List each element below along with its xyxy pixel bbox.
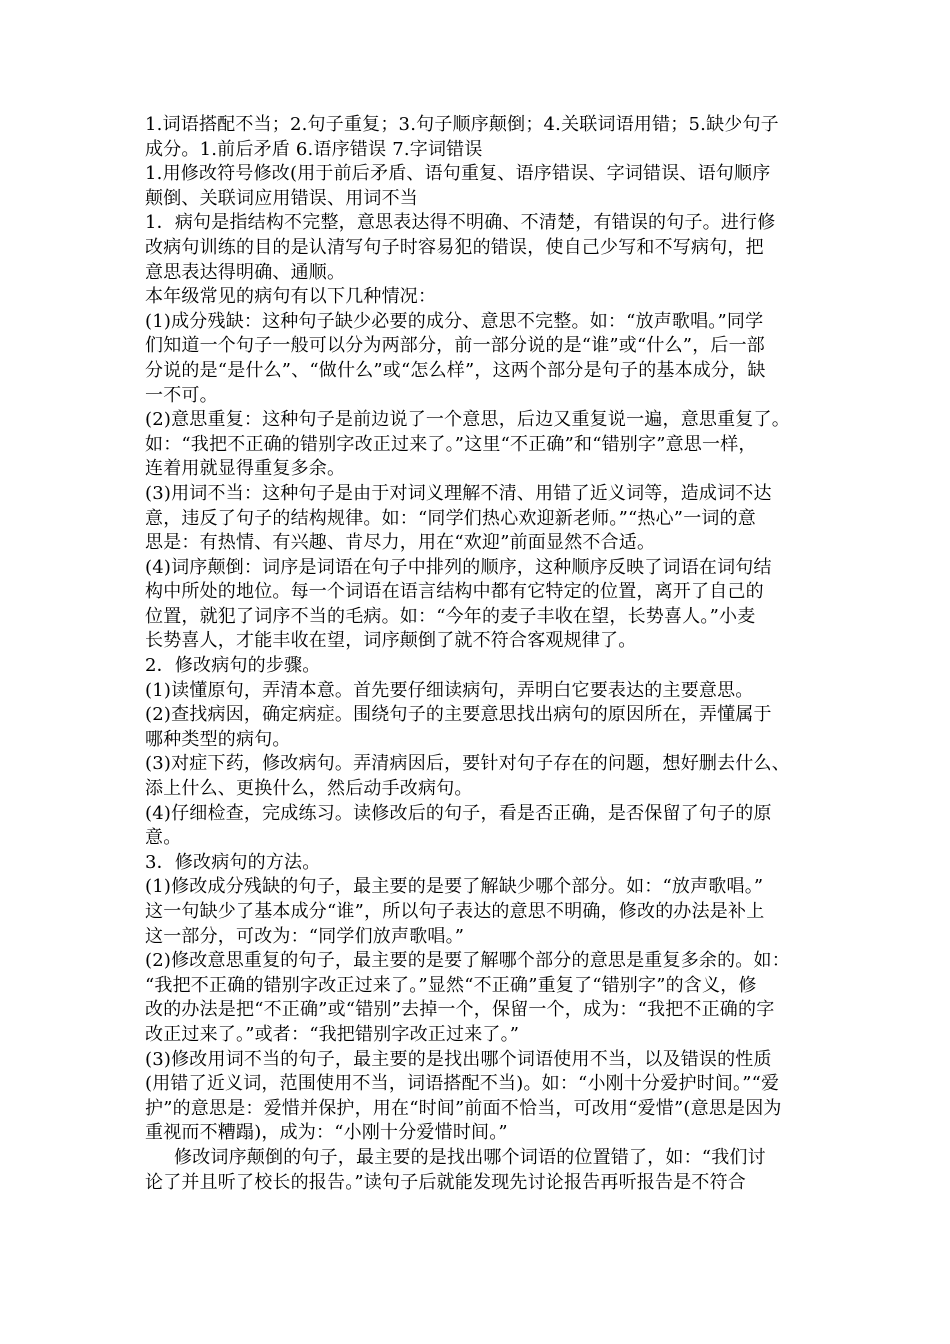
text-line: 1.词语搭配不当；2.句子重复；3.句子顺序颠倒；4.关联词语用错；5.缺少句子 xyxy=(145,114,779,135)
text-line: 添上什么、更换什么，然后动手改病句。 xyxy=(145,778,473,800)
text-line: “我把不正确的错别字改正过来了。”显然“不正确”重复了“错别字”的含义，修 xyxy=(145,974,757,996)
text-line: (2)修改意思重复的句子，最主要的是要了解哪个部分的意思是重复多余的。如： xyxy=(145,950,790,972)
text-line: (2)查找病因，确定病症。围绕句子的主要意思找出病句的原因所在，弄懂属于 xyxy=(145,704,772,726)
text-line: 思是：有热情、有兴趣、肯尽力，用在“欢迎”前面显然不合适。 xyxy=(145,532,656,554)
text-line: 哪种类型的病句。 xyxy=(145,728,291,750)
document-body xyxy=(145,113,845,1195)
text-line: 连着用就显得重复多余。 xyxy=(145,458,346,480)
text-line: (3)对症下药，修改病句。弄清病因后，要针对句子存在的问题，想好删去什么、 xyxy=(145,753,790,775)
text-line: (3)修改用词不当的句子，最主要的是找出哪个词语使用不当，以及错误的性质 xyxy=(145,1048,772,1070)
text-line: 2．修改病句的步骤。 xyxy=(145,655,321,677)
text-line: 构中所处的地位。每一个词语在语言结构中都有它特定的位置，离开了自己的 xyxy=(145,581,764,603)
text-line: 改病句训练的目的是认清写句子时容易犯的错误，使自己少写和不写病句，把 xyxy=(145,236,764,258)
text-line: 修改词序颠倒的句子，最主要的是找出哪个词语的位置错了，如：“我们讨 xyxy=(174,1146,766,1168)
text-line: 论了并且听了校长的报告。”读句子后就能发现先讨论报告再听报告是不符合 xyxy=(145,1171,746,1193)
text-line: 本年级常见的病句有以下几种情况： xyxy=(145,286,437,308)
text-line: (2)意思重复：这种句子是前边说了一个意思，后边又重复说一遍，意思重复了。 xyxy=(145,409,790,431)
text-line: (用错了近义词，范围使用不当，词语搭配不当)。如：“小刚十分爱护时间。”“爱 xyxy=(145,1073,780,1095)
text-line: 改正过来了。”或者：“我把错别字改正过来了。” xyxy=(145,1023,520,1045)
text-line: 们知道一个句子一般可以分为两部分，前一部分说的是“谁”或“什么”，后一部 xyxy=(145,335,766,357)
text-line: 护”的意思是：爱惜并保护，用在“时间”前面不恰当，可改用“爱惜”(意思是因为 xyxy=(145,1097,782,1119)
text-line: 意。 xyxy=(145,827,182,849)
text-line: 位置，就犯了词序不当的毛病。如：“今年的麦子丰收在望，长势喜人。”小麦 xyxy=(145,605,756,627)
text-line: 如：“我把不正确的错别字改正过来了。”这里“不正确”和“错别字”意思一样， xyxy=(145,433,757,455)
text-line: 1.用修改符号修改(用于前后矛盾、语句重复、语序错误、字词错误、语句顺序 xyxy=(145,163,771,185)
text-line: 一不可。 xyxy=(145,384,218,406)
text-line: (1)修改成分残缺的句子，最主要的是要了解缺少哪个部分。如：“放声歌唱。” xyxy=(145,876,764,898)
text-line: 1．病句是指结构不完整，意思表达得不明确、不清楚，有错误的句子。进行修 xyxy=(145,212,776,234)
text-line: 这一句缺少了基本成分“谁”，所以句子表达的意思不明确，修改的办法是补上 xyxy=(145,901,765,922)
text-line: 成分。1.前后矛盾 6.语序错误 7.字词错误 xyxy=(145,138,483,160)
text-line: (3)用词不当：这种句子是由于对词义理解不清、用错了近义词等，造成词不达 xyxy=(145,482,772,504)
text-line: (4)词序颠倒：词序是词语在句子中排列的顺序，这种顺序反映了词语在词句结 xyxy=(145,556,772,578)
text-line: (1)成分残缺：这种句子缺少必要的成分、意思不完整。如：“放声歌唱。”同学 xyxy=(145,310,764,332)
text-line: (4)仔细检查，完成练习。读修改后的句子，看是否正确，是否保留了句子的原 xyxy=(145,802,772,824)
text-line: 分说的是“是什么”、“做什么”或“怎么样”，这两个部分是句子的基本成分，缺 xyxy=(145,359,766,381)
text-line: 这一部分，可改为：“同学们放声歌唱。” xyxy=(145,925,465,947)
text-line: 3．修改病句的方法。 xyxy=(145,851,321,873)
text-line: 改的办法是把“不正确”或“错别”去掉一个，保留一个，成为：“我把不正确的字 xyxy=(145,999,775,1021)
text-line: 长势喜人，才能丰收在望，词序颠倒了就不符合客观规律了。 xyxy=(145,630,637,652)
text-line: 颠倒、关联词应用错误、用词不当 xyxy=(145,187,418,209)
text-line: 意，违反了句子的结构规律。如：“同学们热心欢迎新老师。”“热心”一词的意 xyxy=(145,507,757,529)
text-line: 重视而不糟蹋)，成为：“小刚十分爱惜时间。” xyxy=(145,1122,508,1144)
text-line: 意思表达得明确、通顺。 xyxy=(145,261,346,283)
text-line: (1)读懂原句，弄清本意。首先要仔细读病句，弄明白它要表达的主要意思。 xyxy=(145,679,754,701)
